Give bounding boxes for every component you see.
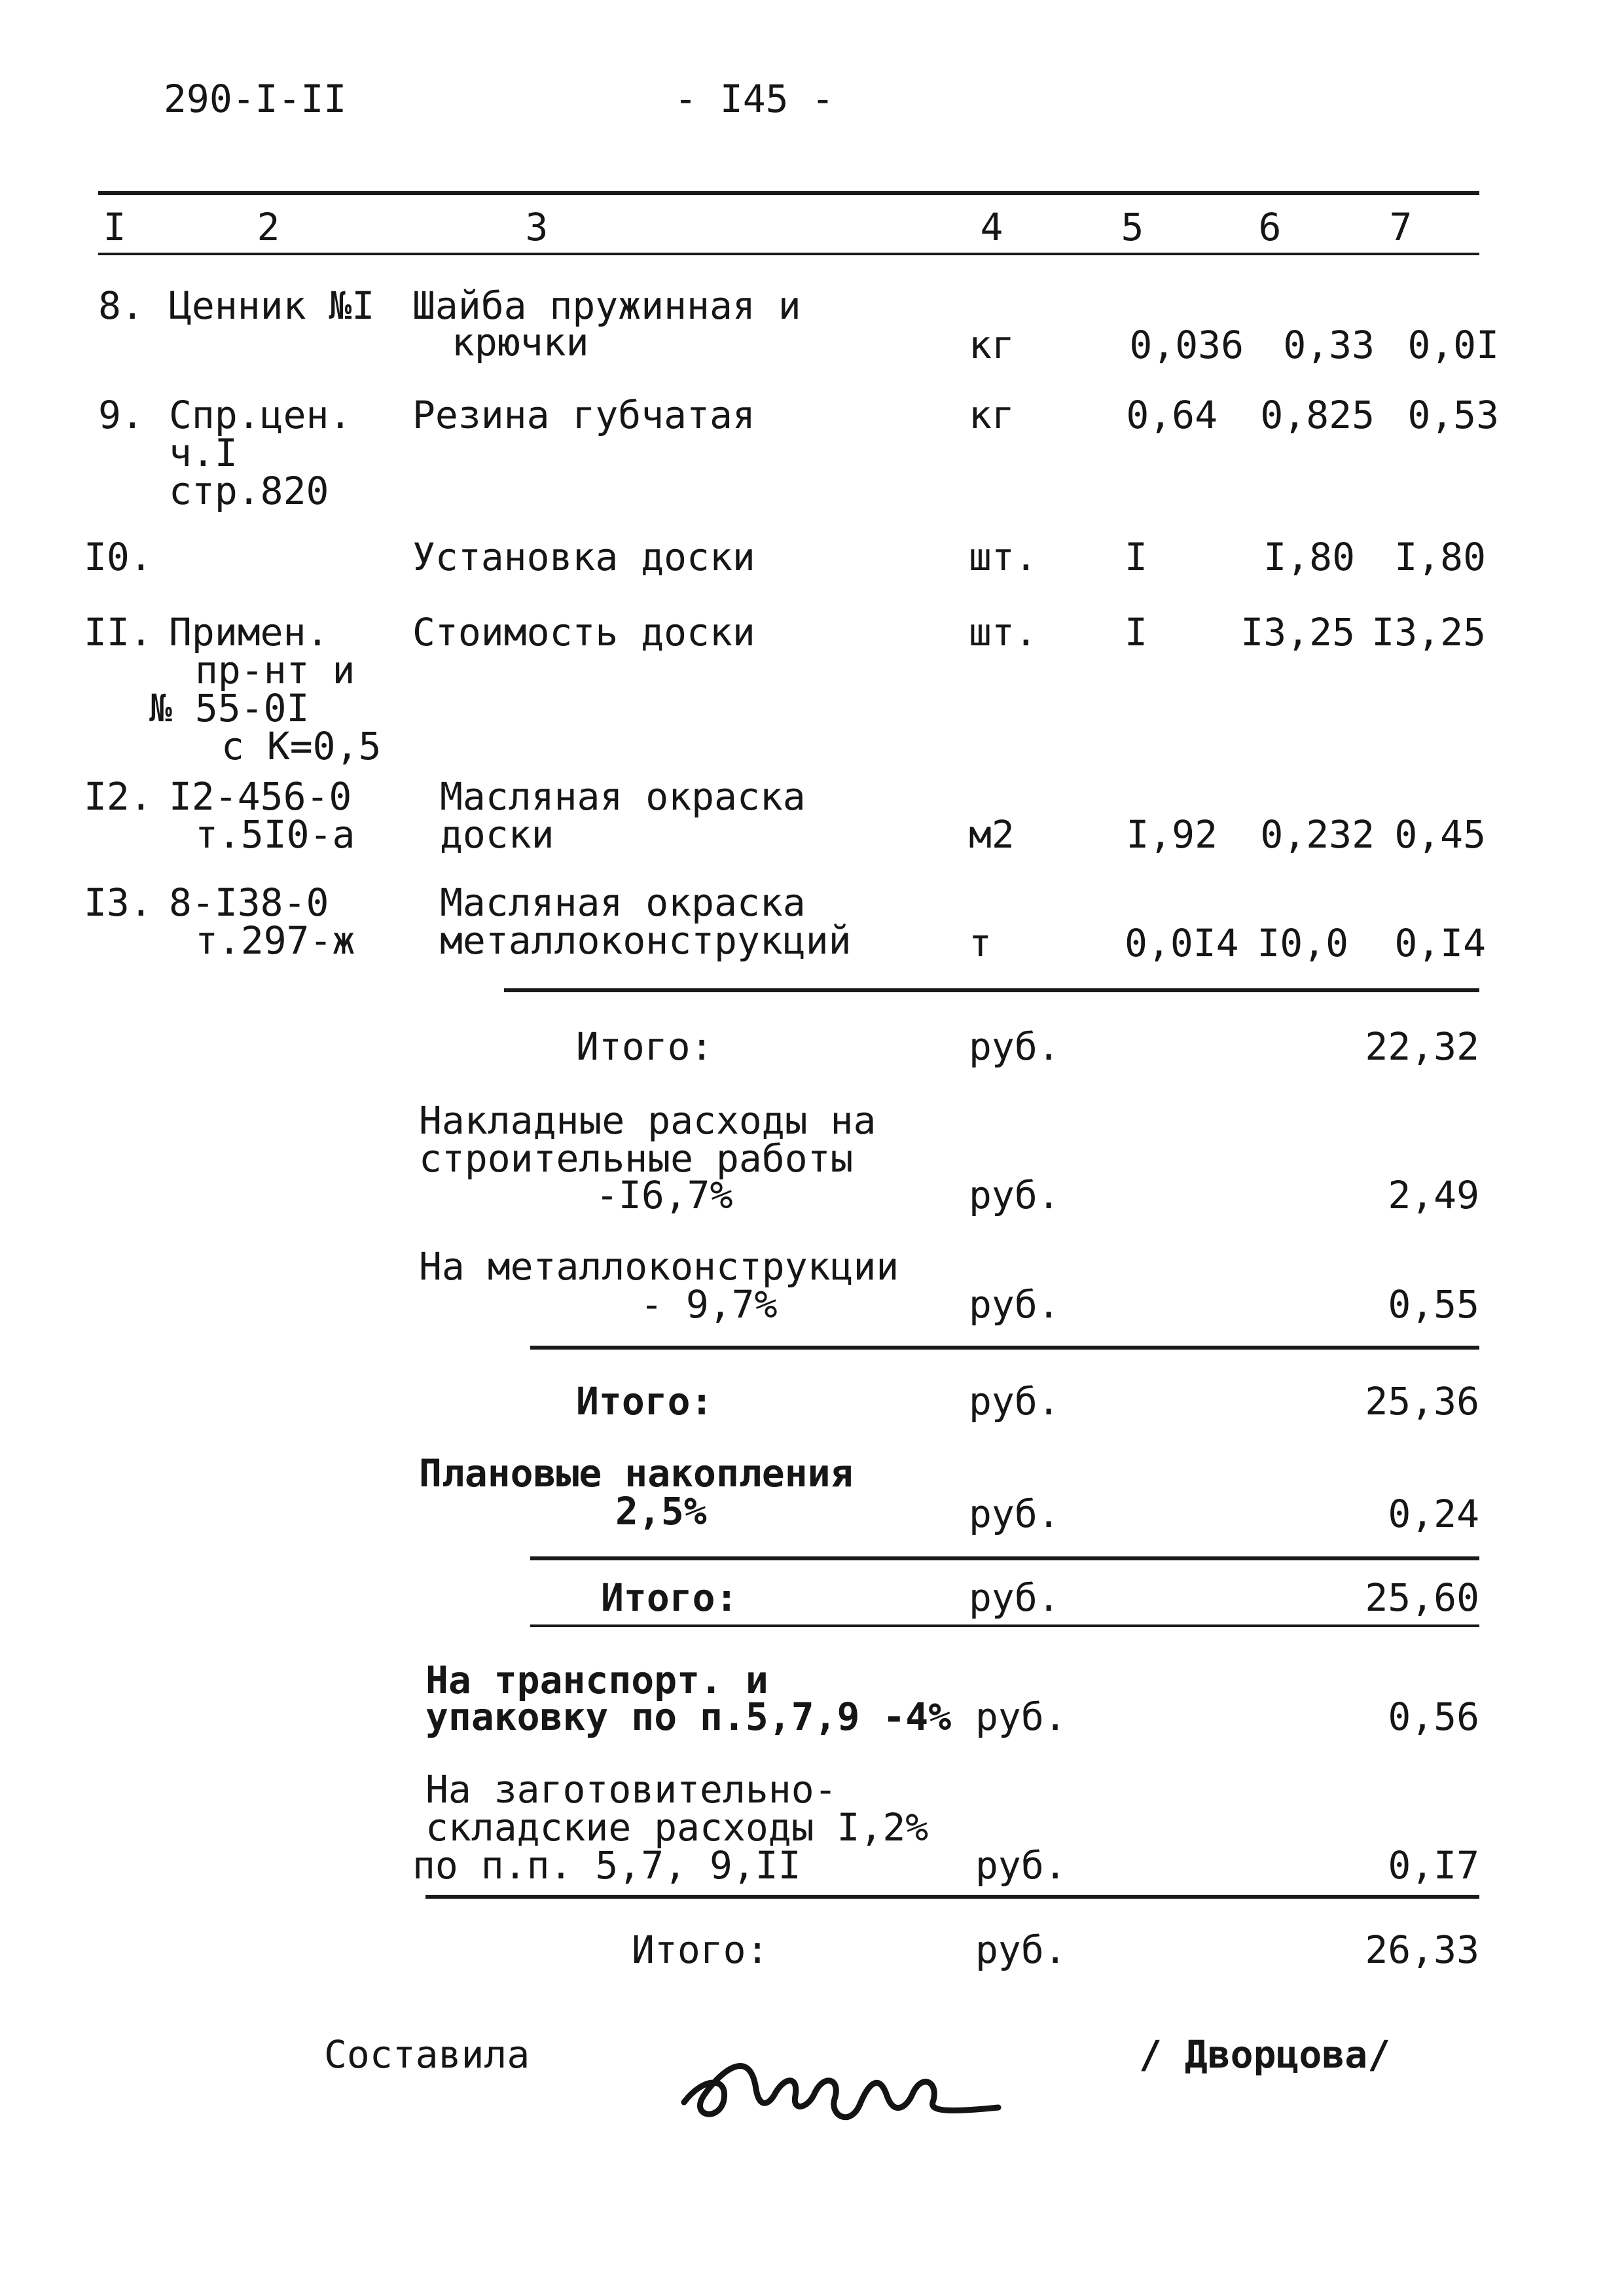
summary-unit: руб. (969, 1379, 1060, 1424)
row-sum: I,80 (1394, 535, 1486, 579)
row-reference: т.5I0-а (195, 812, 355, 857)
column-header-1: I (103, 205, 126, 249)
summary-value: 2,49 (1388, 1173, 1479, 1217)
row-name: Резина губчатая (412, 393, 755, 437)
row-number: 9. (98, 393, 144, 437)
summary-value: 26,33 (1365, 1928, 1479, 1972)
row-price: 0,825 (1260, 393, 1375, 437)
row-quantity: I (1125, 535, 1147, 579)
summary-rule (530, 1556, 1479, 1560)
row-unit: шт. (969, 610, 1038, 655)
summary-rule (530, 1624, 1479, 1627)
row-price: 0,33 (1283, 323, 1375, 367)
row-name: Масляная окраска (440, 880, 806, 925)
header-bottom-rule (98, 253, 1479, 255)
row-quantity: 0,0I4 (1125, 921, 1239, 965)
row-sum: 0,0I (1407, 323, 1499, 367)
row-reference: пр-нт и (195, 648, 355, 692)
column-header-4: 4 (980, 205, 1003, 249)
summary-value: 22,32 (1365, 1024, 1479, 1069)
summary-value: 0,55 (1388, 1282, 1479, 1327)
column-header-2: 2 (257, 205, 280, 249)
row-name: доски (440, 812, 554, 857)
row-sum: 0,45 (1394, 812, 1486, 857)
summary-value: 25,60 (1365, 1575, 1479, 1620)
summary-label: Итого: (632, 1928, 769, 1972)
row-unit: т (969, 921, 992, 965)
row-reference: Примен. (169, 610, 329, 655)
summary-label: 2,5% (615, 1489, 707, 1534)
summary-rule (530, 1346, 1479, 1350)
summary-unit: руб. (969, 1575, 1060, 1620)
summary-label: Итого: (601, 1575, 738, 1620)
row-number: I2. (84, 774, 153, 819)
handwritten-signature (677, 2009, 1005, 2145)
row-reference: Спр.цен. (169, 393, 352, 437)
column-header-3: 3 (525, 205, 549, 249)
row-reference: I2-456-0 (169, 774, 352, 819)
row-quantity: I,92 (1126, 812, 1218, 857)
compiled-by-label: Составила (324, 2032, 530, 2077)
summary-label: На заготовительно- (425, 1767, 837, 1812)
summary-label: На металлоконструкции (419, 1244, 899, 1289)
row-price: I0,0 (1257, 921, 1348, 965)
summary-label: - 9,7% (640, 1282, 778, 1327)
column-header-6: 6 (1258, 205, 1282, 249)
row-quantity: I (1125, 610, 1147, 655)
summary-value: 0,24 (1388, 1492, 1479, 1536)
row-number: I3. (84, 880, 153, 925)
row-number: I0. (84, 535, 153, 579)
summary-unit: руб. (969, 1024, 1060, 1069)
row-unit: кг (969, 393, 1015, 437)
row-quantity: 0,036 (1129, 323, 1244, 367)
row-unit: шт. (969, 535, 1038, 579)
document-code: 290-I-II (164, 77, 347, 121)
summary-label: Итого: (576, 1024, 713, 1069)
summary-label: по п.п. 5,7, 9,II (412, 1843, 801, 1888)
summary-label: Накладные расходы на (419, 1098, 876, 1143)
row-name: Установка доски (412, 535, 755, 579)
row-reference: 8-I38-0 (169, 880, 329, 925)
summary-unit: руб. (975, 1695, 1067, 1739)
summary-unit: руб. (975, 1928, 1067, 1972)
row-reference: т.297-ж (195, 918, 355, 963)
summary-rule (504, 988, 1479, 992)
row-reference: ч.I (169, 431, 238, 475)
column-header-5: 5 (1121, 205, 1144, 249)
summary-value: 0,56 (1388, 1695, 1479, 1739)
summary-unit: руб. (969, 1173, 1060, 1217)
row-sum: I3,25 (1371, 610, 1486, 655)
summary-unit: руб. (969, 1282, 1060, 1327)
summary-unit: руб. (969, 1492, 1060, 1536)
summary-label: упаковку по п.5,7,9 -4% (425, 1695, 952, 1739)
summary-label: -I6,7% (596, 1173, 733, 1217)
summary-unit: руб. (975, 1843, 1067, 1888)
summary-label: Итого: (576, 1379, 713, 1424)
row-name: крючки (452, 320, 589, 365)
summary-value: 0,I7 (1388, 1843, 1479, 1888)
row-reference: с К=0,5 (221, 724, 382, 768)
summary-rule (425, 1895, 1479, 1899)
summary-label: На транспорт. и (425, 1658, 768, 1702)
summary-value: 25,36 (1365, 1379, 1479, 1424)
row-name: Шайба пружинная и (412, 283, 801, 328)
header-top-rule (98, 191, 1479, 195)
summary-label: складские расходы I,2% (425, 1805, 929, 1850)
row-reference: стр.820 (169, 469, 329, 513)
row-reference: Ценник №I (169, 283, 375, 328)
row-number: II. (84, 610, 153, 655)
summary-label: Плановые накопления (419, 1451, 854, 1496)
signer-name: / Дворцова/ (1139, 2032, 1391, 2077)
column-header-7: 7 (1389, 205, 1413, 249)
row-name: Масляная окраска (440, 774, 806, 819)
row-reference: № 55-0I (149, 686, 310, 730)
row-name: металлоконструкций (440, 918, 852, 963)
row-number: 8. (98, 283, 144, 328)
row-unit: кг (969, 323, 1015, 367)
row-name: Стоимость доски (412, 610, 755, 655)
row-price: I3,25 (1240, 610, 1355, 655)
row-quantity: 0,64 (1126, 393, 1218, 437)
page-number: - I45 - (674, 77, 835, 121)
row-sum: 0,I4 (1394, 921, 1486, 965)
row-price: I,80 (1263, 535, 1355, 579)
row-sum: 0,53 (1407, 393, 1499, 437)
row-unit: м2 (969, 812, 1015, 857)
row-price: 0,232 (1260, 812, 1375, 857)
summary-label: строительные работы (419, 1136, 854, 1181)
